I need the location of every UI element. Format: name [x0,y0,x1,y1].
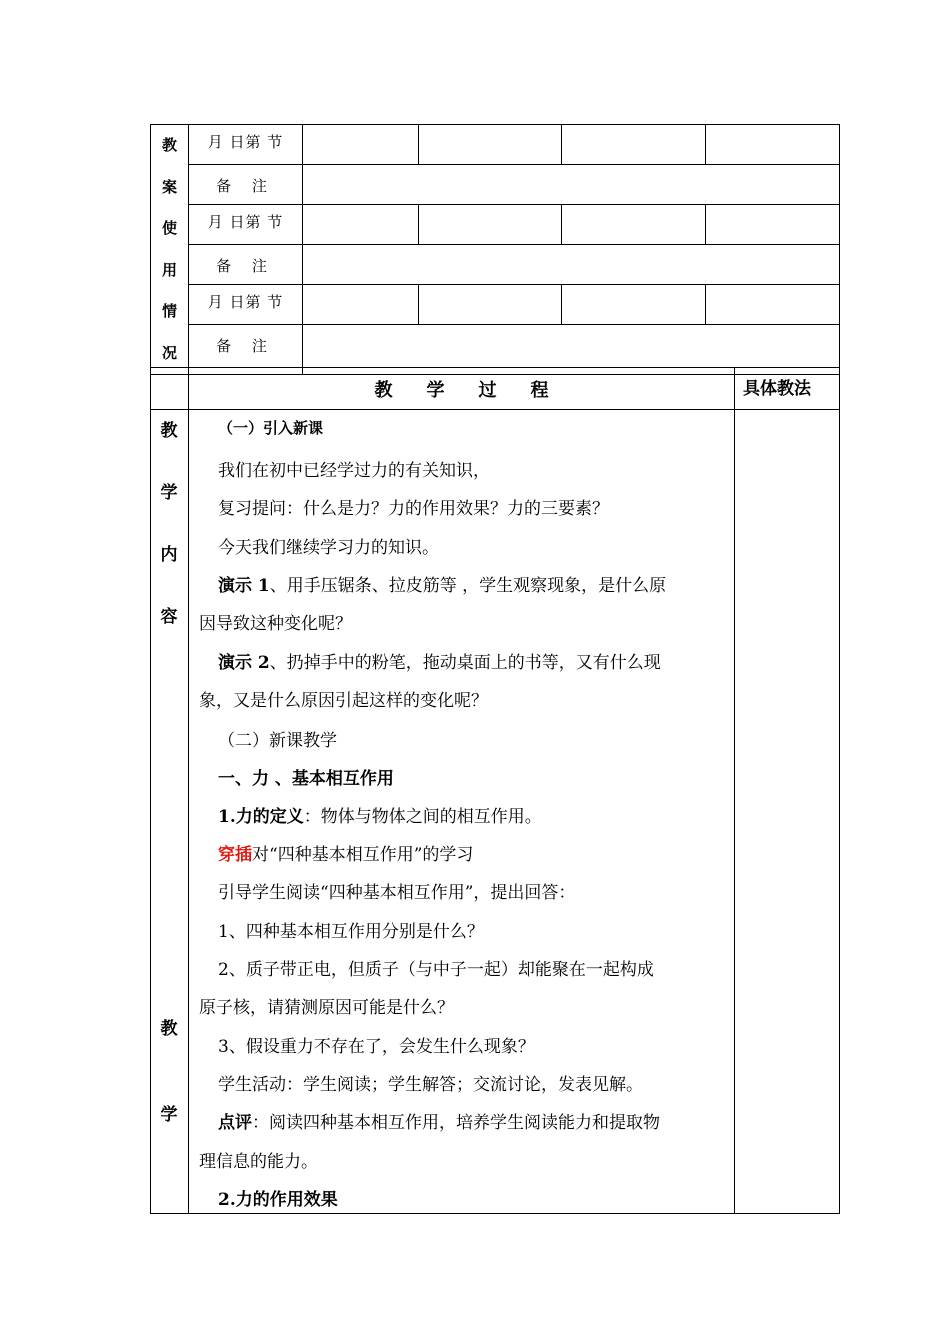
text-line: 象，又是什么原因引起这样的变化呢？ [199,691,488,711]
text-line: 穿插对“四种基本相互作用”的学习 [218,845,474,865]
text-line: 原子核，请猜测原因可能是什么？ [199,998,454,1018]
section-heading: 一、力 、基本相互作用 [218,769,394,789]
section-heading: 2.力的作用效果 [218,1190,338,1210]
date-entry-cell [706,204,840,244]
text-line: 3、假设重力不存在了，会发生什么现象？ [218,1037,535,1057]
note-label-cell: 备 注 [189,244,303,284]
side-char: 情 [161,302,177,320]
text-line: 点评：阅读四种基本相互作用，培养学生阅读能力和提取物 [218,1113,660,1133]
date-entry-cell [419,125,562,165]
usage-side-label [151,125,189,375]
text-line: 2、质子带正电，但质子（与中子一起）却能聚在一起构成 [218,960,654,980]
side-char: 内 [160,545,178,565]
date-label-cell: 月 日第 节 [189,204,303,244]
text-line: 1.力的定义：物体与物体之间的相互作用。 [218,807,542,827]
side-char: 容 [160,607,178,627]
side-char: 教 [160,421,178,441]
demo-label: 演示 2 [218,653,270,673]
date-entry-cell [706,125,840,165]
side-char: 用 [161,260,177,279]
note-label-cell: 备 注 [189,164,303,204]
note-label-cell: 备 注 [189,324,303,374]
comment-label: 点评 [218,1113,252,1133]
header-blank-cell [151,368,189,410]
date-label-cell: 月 日第 节 [189,125,303,165]
text-line: 演示 1、用手压锯条、拉皮筋等 ，学生观察现象，是什么原 [218,576,667,596]
side-char: 学 [160,483,178,503]
side-char: 教 [160,1019,178,1039]
text-line: （二）新课教学 [218,731,337,751]
text-line: 复习提问：什么是力？力的作用效果？力的三要素？ [218,499,609,519]
text-line: 演示 2、扔掉手中的粉笔，拖动桌面上的书等，又有什么现 [218,653,661,673]
teaching-content-side-label [151,410,189,1214]
text-line: 理信息的能力。 [199,1152,318,1172]
side-char: 使 [161,219,177,237]
date-entry-cell [303,284,419,324]
method-header: 具体教法 [735,368,840,410]
note-entry-cell [303,244,840,284]
side-char: 学 [160,1105,178,1125]
date-label-cell: 月 日第 节 [189,284,303,324]
date-entry-cell [562,284,706,324]
text-line: 1、四种基本相互作用分别是什么？ [218,922,484,942]
date-entry-cell [303,125,419,165]
text-line: 我们在初中已经学过力的有关知识， [218,461,490,481]
date-entry-cell [562,204,706,244]
teaching-content [189,410,735,1214]
text-line: 今天我们继续学习力的知识。 [218,538,439,558]
date-entry-cell [419,204,562,244]
text-line: 因导致这种变化呢？ [199,614,352,634]
text-line: 引导学生阅读“四种基本相互作用”，提出回答： [218,883,576,903]
side-char: 教 [161,136,177,154]
demo-label: 演示 1 [218,576,270,596]
teaching-process-header: 教学过程 [189,368,735,410]
definition-label: 1.力的定义 [218,807,304,827]
date-entry-cell [303,204,419,244]
insert-label: 穿插 [218,845,252,865]
section-heading: （一）引入新课 [218,419,324,437]
side-char: 案 [161,177,177,196]
date-entry-cell [706,284,840,324]
method-cell [735,410,840,1214]
side-char: 况 [161,343,177,362]
date-entry-cell [562,125,706,165]
usage-table [150,124,840,375]
teaching-table [150,367,840,1214]
date-entry-cell [419,284,562,324]
note-entry-cell [303,164,840,204]
text-line: 学生活动：学生阅读；学生解答；交流讨论，发表见解。 [218,1075,643,1095]
